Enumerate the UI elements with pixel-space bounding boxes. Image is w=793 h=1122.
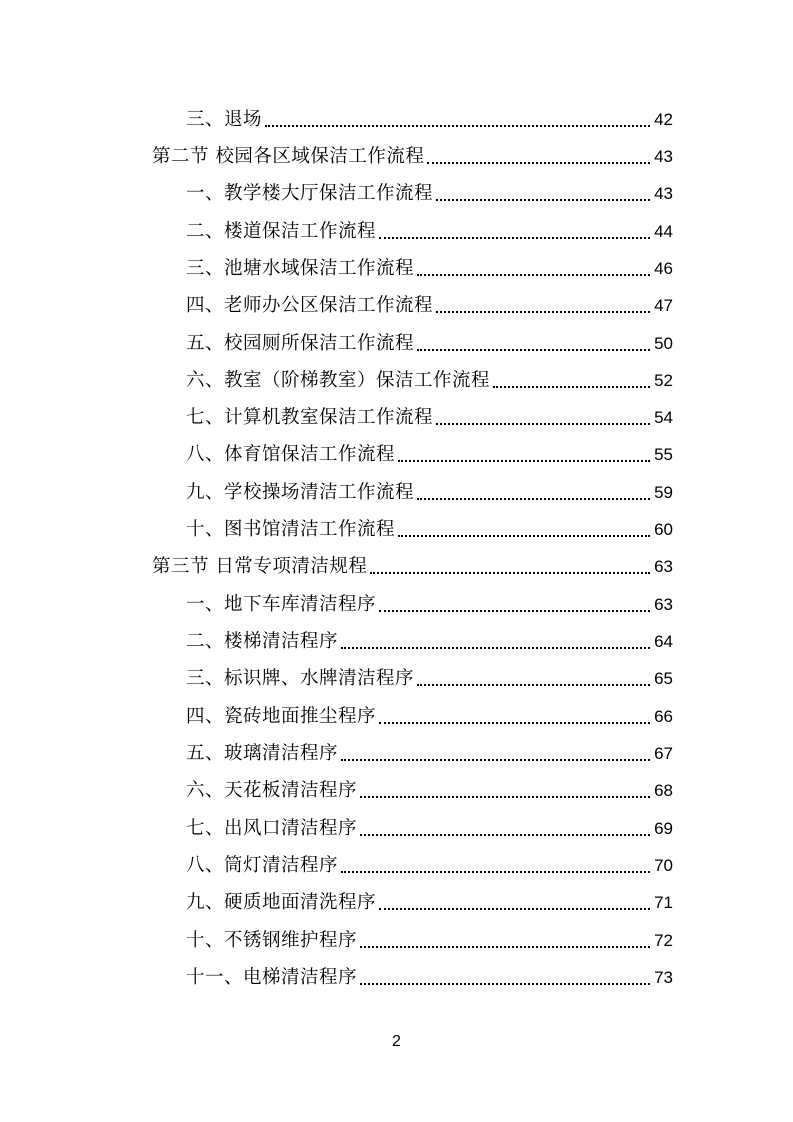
toc-entry-title: 第二节 校园各区域保洁工作流程 — [152, 145, 425, 167]
toc-entry-page: 67 — [654, 743, 673, 763]
toc-entry-page: 47 — [654, 296, 673, 316]
toc-section-heading[interactable] — [0, 549, 793, 586]
dot-leader — [360, 834, 650, 836]
toc-entry[interactable] — [0, 698, 793, 735]
toc-entry-title: 二、楼道保洁工作流程 — [186, 220, 377, 242]
toc-entry[interactable] — [0, 437, 793, 474]
toc-entry-page: 70 — [654, 855, 673, 875]
toc-section-heading[interactable] — [0, 138, 793, 175]
toc-entry-page: 69 — [654, 818, 673, 838]
toc-entry[interactable] — [0, 922, 793, 959]
toc-entry[interactable] — [0, 213, 793, 250]
toc-entry-title: 十、不锈钢维护程序 — [186, 929, 358, 951]
toc-entry-title: 六、教室（阶梯教室）保洁工作流程 — [186, 369, 491, 391]
toc-entry[interactable] — [0, 885, 793, 922]
toc-entry[interactable] — [0, 400, 793, 437]
page-number: 2 — [392, 1033, 401, 1050]
toc-entry-title: 四、瓷砖地面推尘程序 — [186, 705, 377, 727]
table-of-contents — [0, 101, 793, 997]
dot-leader — [379, 722, 650, 724]
toc-entry[interactable] — [0, 847, 793, 884]
toc-entry[interactable] — [0, 250, 793, 287]
dot-leader — [379, 237, 650, 239]
toc-entry-page: 65 — [654, 669, 673, 689]
toc-entry-title: 三、标识牌、水牌清洁程序 — [186, 668, 415, 690]
dot-leader — [265, 125, 650, 127]
dot-leader — [398, 460, 650, 462]
toc-entry-title: 七、出风口清洁程序 — [186, 817, 358, 839]
toc-entry[interactable] — [0, 511, 793, 548]
dot-leader — [398, 535, 650, 537]
toc-entry[interactable] — [0, 101, 793, 138]
toc-entry-title: 五、校园厕所保洁工作流程 — [186, 332, 415, 354]
dot-leader — [417, 684, 650, 686]
toc-entry-title: 三、退场 — [186, 108, 263, 130]
toc-entry-page: 63 — [654, 594, 673, 614]
toc-entry-page: 71 — [654, 893, 673, 913]
toc-entry-page: 43 — [654, 146, 673, 166]
toc-entry-title: 八、筒灯清洁程序 — [186, 854, 339, 876]
toc-entry-page: 52 — [654, 370, 673, 390]
dot-leader — [417, 498, 650, 500]
dot-leader — [370, 572, 650, 574]
toc-entry-title: 一、教学楼大厅保洁工作流程 — [186, 183, 434, 205]
dot-leader — [436, 199, 650, 201]
toc-entry[interactable] — [0, 735, 793, 772]
toc-entry-title: 七、计算机教室保洁工作流程 — [186, 407, 434, 429]
toc-entry-page: 68 — [654, 781, 673, 801]
toc-entry-page: 44 — [654, 221, 673, 241]
toc-entry-title: 一、地下车库清洁程序 — [186, 593, 377, 615]
toc-entry-page: 55 — [654, 445, 673, 465]
toc-entry-page: 60 — [654, 520, 673, 540]
toc-entry-title: 十、图书馆清洁工作流程 — [186, 519, 396, 541]
toc-entry-page: 42 — [654, 109, 673, 129]
dot-leader — [360, 946, 650, 948]
toc-entry-title: 四、老师办公区保洁工作流程 — [186, 295, 434, 317]
dot-leader — [427, 162, 650, 164]
toc-entry-page: 43 — [654, 184, 673, 204]
dot-leader — [417, 349, 650, 351]
toc-entry[interactable] — [0, 362, 793, 399]
toc-entry-page: 66 — [654, 706, 673, 726]
dot-leader — [379, 610, 650, 612]
toc-entry[interactable] — [0, 176, 793, 213]
dot-leader — [417, 274, 650, 276]
toc-entry-title: 三、池塘水域保洁工作流程 — [186, 257, 415, 279]
toc-entry[interactable] — [0, 773, 793, 810]
toc-entry-page: 54 — [654, 408, 673, 428]
toc-entry[interactable] — [0, 288, 793, 325]
dot-leader — [436, 423, 650, 425]
toc-entry-title: 十一、电梯清洁程序 — [186, 966, 358, 988]
toc-entry-title: 六、天花板清洁程序 — [186, 780, 358, 802]
dot-leader — [360, 796, 650, 798]
dot-leader — [436, 311, 650, 313]
toc-entry[interactable] — [0, 810, 793, 847]
toc-entry-title: 九、硬质地面清洗程序 — [186, 892, 377, 914]
toc-entry-page: 50 — [654, 333, 673, 353]
toc-entry[interactable] — [0, 661, 793, 698]
dot-leader — [360, 983, 650, 985]
toc-entry-title: 第三节 日常专项清洁规程 — [152, 556, 368, 578]
toc-entry-title: 二、楼梯清洁程序 — [186, 631, 339, 653]
toc-entry[interactable] — [0, 325, 793, 362]
toc-entry[interactable] — [0, 623, 793, 660]
dot-leader — [493, 386, 650, 388]
toc-entry-title: 五、玻璃清洁程序 — [186, 742, 339, 764]
toc-entry-page: 72 — [654, 930, 673, 950]
dot-leader — [379, 908, 650, 910]
toc-entry-page: 46 — [654, 258, 673, 278]
toc-entry-page: 73 — [654, 967, 673, 987]
toc-entry[interactable] — [0, 586, 793, 623]
toc-entry-title: 八、体育馆保洁工作流程 — [186, 444, 396, 466]
toc-entry[interactable] — [0, 959, 793, 996]
toc-entry-page: 64 — [654, 632, 673, 652]
dot-leader — [341, 759, 650, 761]
toc-entry-page: 59 — [654, 482, 673, 502]
toc-entry-page: 63 — [654, 557, 673, 577]
toc-entry[interactable] — [0, 474, 793, 511]
dot-leader — [341, 871, 650, 873]
toc-entry-title: 九、学校操场清洁工作流程 — [186, 481, 415, 503]
dot-leader — [341, 647, 650, 649]
